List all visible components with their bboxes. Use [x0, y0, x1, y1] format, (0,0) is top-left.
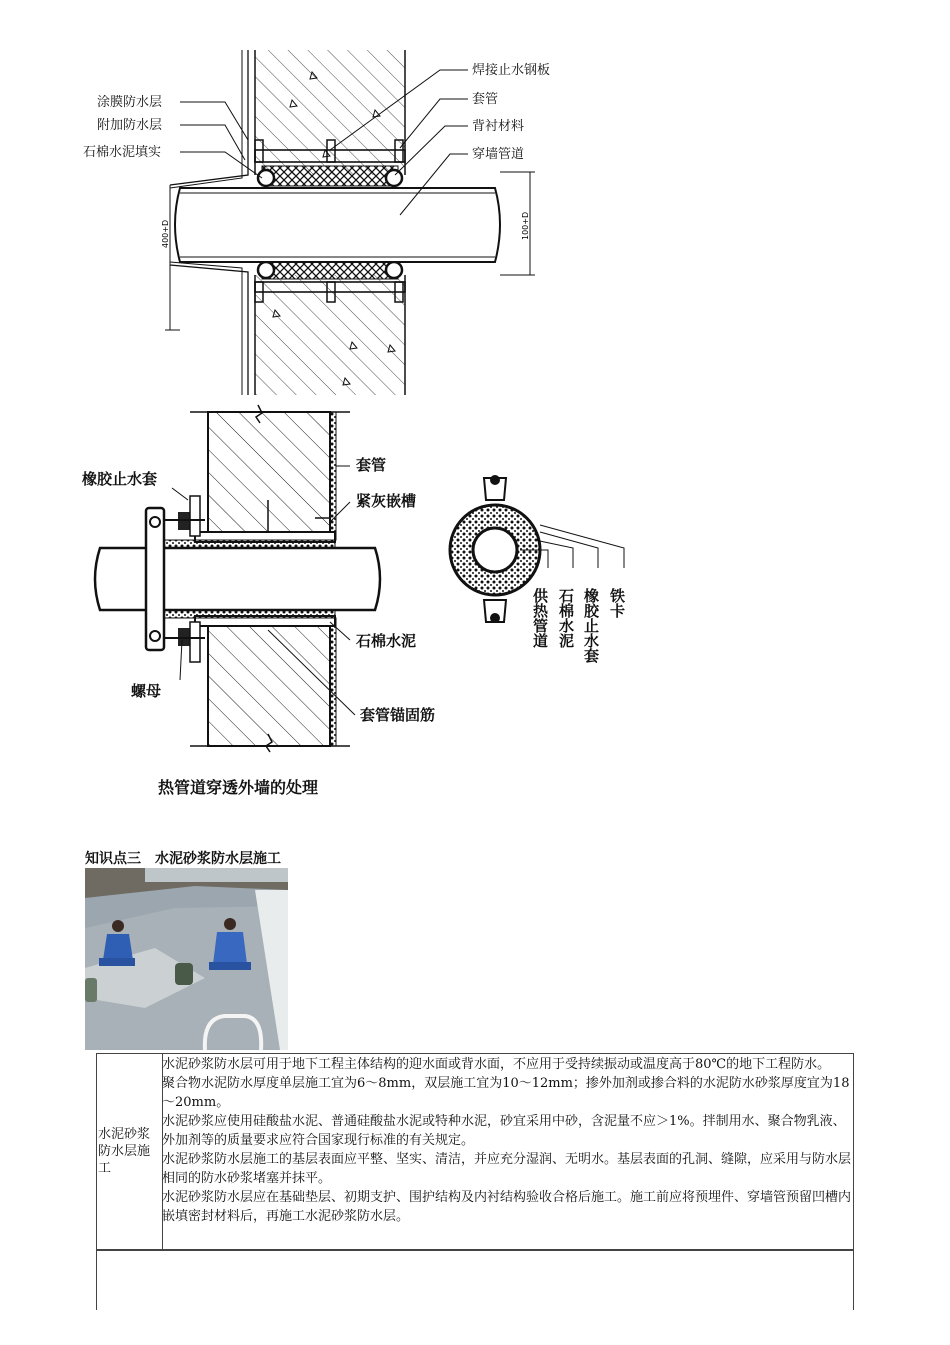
table-paragraph: 水泥砂浆防水层施工的基层表面应平整、坚实、清洁，并应充分湿润、无明水。基层表面的孔洞、缝隙，应采用与防水层相同的防水砂浆堵塞并抹平。	[162, 1152, 852, 1186]
label-sleeve-anchor-bar: 套管锚固筋	[360, 706, 436, 724]
label-sleeve: 套管	[472, 92, 499, 107]
section-title: 知识点三 水泥砂浆防水层施工	[85, 851, 281, 867]
label-nut: 螺母	[131, 682, 162, 700]
label-groove: 紧灰嵌槽	[356, 492, 417, 510]
label-welded-waterstop-plate: 焊接止水钢板	[472, 63, 551, 78]
vlabel-asbestos-cement: 石棉水泥	[557, 588, 575, 648]
pipe-sleeve-section-diagram	[0, 0, 950, 400]
diagram-caption: 热管道穿透外墙的处理	[158, 778, 319, 797]
label-asbestos-cement-fill: 石棉水泥填实	[83, 145, 162, 160]
label-coating-waterproof: 涂膜防水层	[97, 95, 163, 110]
construction-photo	[85, 868, 288, 1050]
label-sleeve-2: 套管	[356, 456, 387, 474]
table-empty-row	[96, 1249, 854, 1310]
dim-left-label: 400+D	[161, 219, 170, 248]
table-header-cell: 水泥砂浆防水层施工	[96, 1053, 163, 1249]
table-paragraph: 聚合物水泥防水厚度单层施工宜为6～8mm，双层施工宜为10～12mm；掺外加剂或掺合料的水泥防水砂浆厚度宜为18～20mm。	[162, 1076, 850, 1110]
table-paragraph: 水泥砂浆防水层应在基础垫层、初期支护、围护结构及内衬结构验收合格后施工。施工前应将预埋件、穿墙管预留凹槽内嵌填密封材料后，再施工水泥砂浆防水层。	[162, 1190, 852, 1224]
label-asbestos-cement: 石棉水泥	[356, 632, 417, 650]
label-wall-pipe: 穿墙管道	[472, 147, 525, 162]
label-backing-material: 背衬材料	[472, 119, 525, 134]
info-table	[96, 1053, 854, 1299]
dim-right-label: 100+D	[521, 211, 530, 240]
table-paragraph: 水泥砂浆防水层可用于地下工程主体结构的迎水面或背水面，不应用于受持续振动或温度高于80℃的地下工程防水。	[162, 1057, 831, 1072]
vlabel-iron-clamp: 铁卡	[608, 588, 626, 618]
vlabel-rubber-sleeve: 橡胶止水套	[582, 588, 600, 663]
label-additional-waterproof: 附加防水层	[97, 118, 163, 133]
hot-pipe-wall-diagram	[0, 400, 950, 810]
table-paragraph: 水泥砂浆应使用硅酸盐水泥、普通硅酸盐水泥或特种水泥，砂宜采用中砂，含泥量不应＞1%。拌制用水、聚合物乳液、外加剂等的质量要求应符合国家现行标准的有关规定。	[162, 1114, 846, 1148]
table-body-cell	[162, 1055, 852, 1226]
label-rubber-waterstop-sleeve: 橡胶止水套	[82, 470, 158, 488]
vlabel-heating-pipe: 供热管道	[531, 588, 549, 648]
